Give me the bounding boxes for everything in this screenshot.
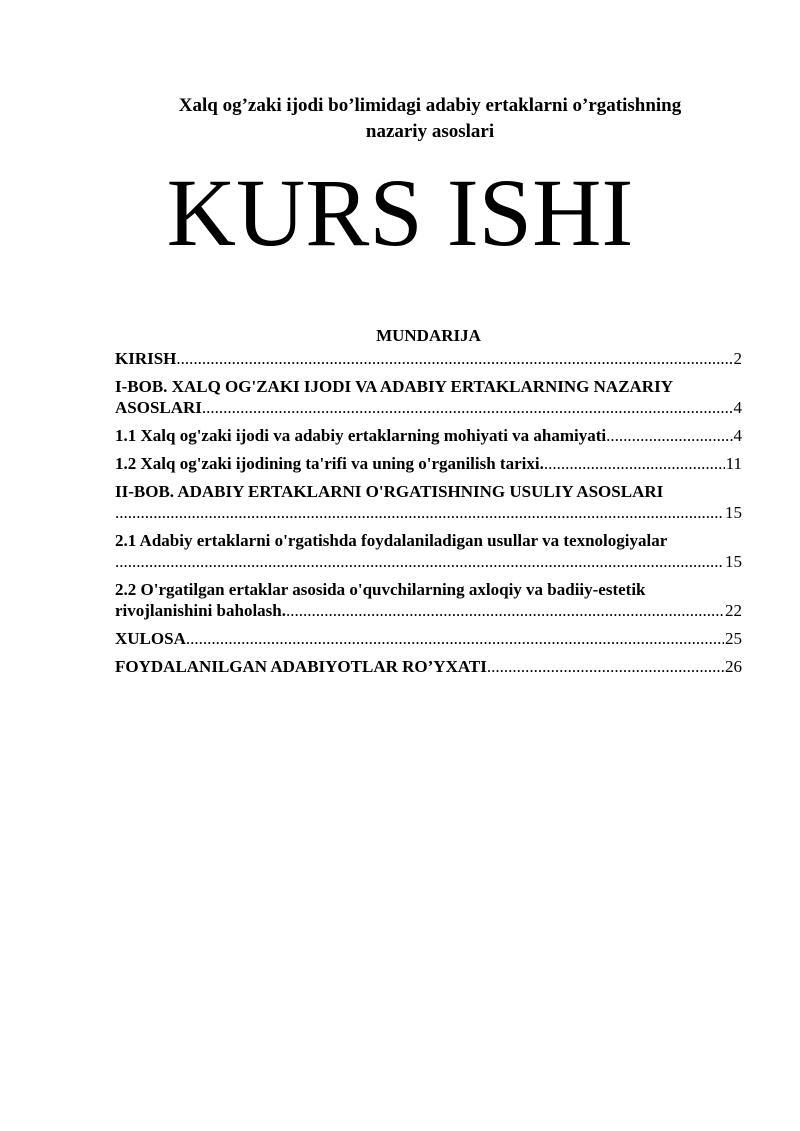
toc-entry-chapter-1 [115,376,742,418]
toc-entry-label: ASOSLARI [115,398,202,417]
dot-leader [115,502,724,523]
dot-leader [115,551,724,572]
toc-entry-page: 4 [733,426,742,445]
subject-line-1: Xalq og’zaki ijodi bo’limidagi adabiy ertaklarni o’rgatishning [178,95,682,116]
dot-leader [544,453,725,474]
table-of-contents [115,348,742,677]
toc-entry-page: 11 [725,454,742,473]
toc-entry-label: KIRISH [115,349,177,368]
dot-leader [606,425,732,446]
toc-entry-chapter-2 [115,481,742,523]
toc-entry-label-line1: 2.2 O'rgatilgan ertaklar asosida o'quvchilarning axloqiy va badiiy-estetik [115,580,646,599]
toc-entry-label: rivojlanishini baholash. [115,601,287,620]
dot-leader [202,397,733,418]
toc-entry-page: 4 [733,398,742,417]
toc-entry-label: XULOSA [115,629,186,648]
toc-entry-label-line1: I-BOB. XALQ OG'ZAKI IJODI VA ADABIY ERTAKLARNING NAZARIY [115,377,673,396]
toc-entry-page: 25 [725,629,742,648]
toc-entry-page: 2 [733,349,742,368]
toc-entry-label: 1.2 Xalq og'zaki ijodining ta'rifi va uning o'rganilish tarixi. [115,454,544,473]
toc-entry-label: FOYDALANILGAN ADABIYOTLAR RO’YXATI [115,657,487,676]
toc-heading: MUNDARIJA [376,326,481,345]
toc-entry-section-2-1 [115,530,742,572]
toc-entry-label: 1.1 Xalq og'zaki ijodi va adabiy ertaklarning mohiyati va ahamiyati [115,426,607,445]
toc-entry-label-line1: 2.1 Adabiy ertaklarni o'rgatishda foydalaniladigan usullar va texnologiyalar [115,531,668,550]
toc-entry-page: 22 [725,601,742,620]
subject-line-2: nazariy asoslari [365,121,495,142]
toc-entry-section-2-2 [115,579,742,621]
toc-entry-section-1-2 [115,453,742,474]
dot-leader [286,600,724,621]
dot-leader [186,628,724,649]
toc-entry-label-line1: II-BOB. ADABIY ERTAKLARNI O'RGATISHNING USULIY ASOSLARI [115,482,664,501]
toc-entry-page: 15 [725,503,742,522]
dot-leader [176,348,732,369]
toc-entry-kirish [115,348,742,369]
toc-entry-page: 26 [725,657,742,676]
toc-entry-xulosa [115,628,742,649]
document-title: KURS ISHI [166,159,634,266]
toc-entry-section-1-1 [115,425,742,446]
dot-leader [487,656,724,677]
toc-entry-page: 15 [725,552,742,571]
toc-entry-bibliography [115,656,742,677]
document-subject [100,93,760,145]
